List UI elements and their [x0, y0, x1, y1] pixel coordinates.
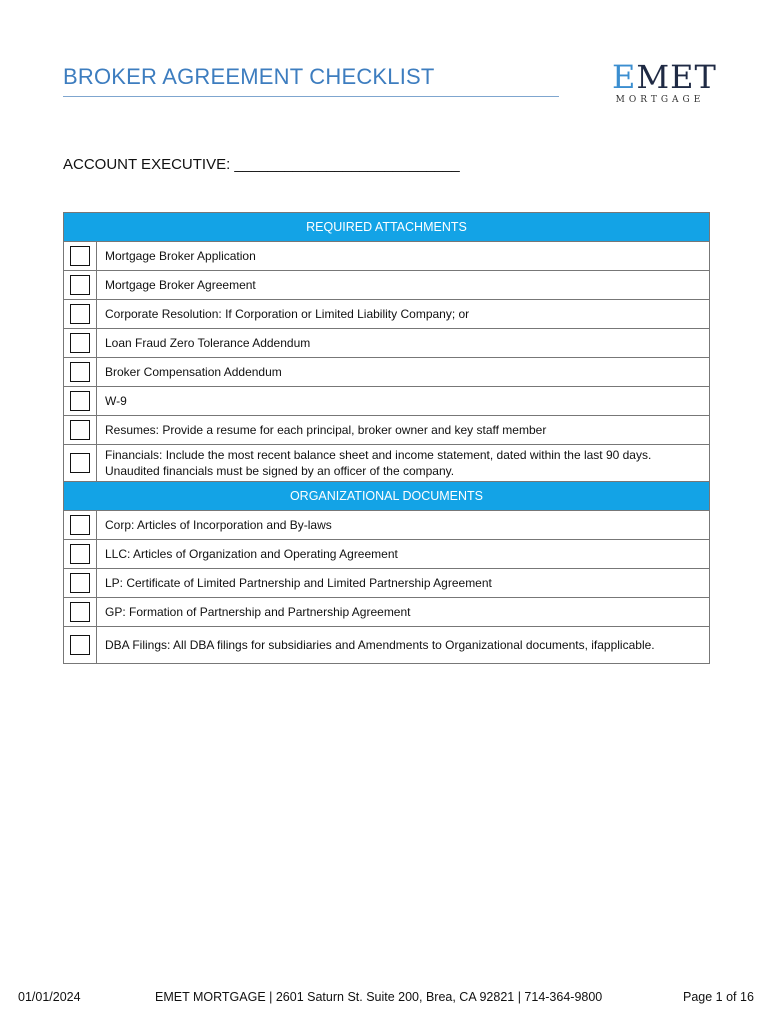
checklist-item-label: Corp: Articles of Incorporation and By-laws	[97, 511, 710, 540]
checkbox-cell	[64, 445, 97, 482]
checkbox-cell	[64, 511, 97, 540]
page-title: BROKER AGREEMENT CHECKLIST	[63, 64, 435, 89]
checklist-row	[64, 627, 710, 664]
checkbox-cell	[64, 416, 97, 445]
checkbox[interactable]	[70, 246, 90, 266]
checklist-row	[64, 445, 710, 482]
checklist-item-label: W-9	[97, 387, 710, 416]
section-heading: REQUIRED ATTACHMENTS	[64, 213, 710, 242]
checklist-row	[64, 329, 710, 358]
section-header	[64, 482, 710, 511]
checklist-item-label: Broker Compensation Addendum	[97, 358, 710, 387]
checklist-row	[64, 569, 710, 598]
logo-wordmark: EMET	[612, 58, 717, 96]
checklist-item-label: DBA Filings: All DBA filings for subsidiaries and Amendments to Organizational documents, ifapplicable.	[97, 627, 710, 664]
checkbox-cell	[64, 540, 97, 569]
checkbox[interactable]	[70, 453, 90, 473]
checkbox-cell	[64, 569, 97, 598]
checkbox-cell	[64, 598, 97, 627]
checkbox[interactable]	[70, 275, 90, 295]
section-heading: ORGANIZATIONAL DOCUMENTS	[64, 482, 710, 511]
checkbox-cell	[64, 271, 97, 300]
footer-date: 01/01/2024	[18, 990, 81, 1004]
checkbox[interactable]	[70, 362, 90, 382]
checklist-row	[64, 540, 710, 569]
title-underline	[63, 96, 559, 97]
checkbox-cell	[64, 300, 97, 329]
checklist-item-label: Mortgage Broker Agreement	[97, 271, 710, 300]
checkbox[interactable]	[70, 515, 90, 535]
checkbox[interactable]	[70, 304, 90, 324]
checklist-row	[64, 358, 710, 387]
checklist-row	[64, 598, 710, 627]
section-header	[64, 213, 710, 242]
checklist-item-label: Financials: Include the most recent balance sheet and income statement, dated within the last 90 days. Unaudited financials must be signed by an officer of the company.	[97, 445, 710, 482]
checklist-row	[64, 387, 710, 416]
checklist-item-label: Resumes: Provide a resume for each principal, broker owner and key staff member	[97, 416, 710, 445]
checklist-item-label: LP: Certificate of Limited Partnership and Limited Partnership Agreement	[97, 569, 710, 598]
checklist-item-label: Corporate Resolution: If Corporation or Limited Liability Company; or	[97, 300, 710, 329]
checklist-table	[63, 212, 710, 664]
checkbox-cell	[64, 387, 97, 416]
checklist-item-label: Loan Fraud Zero Tolerance Addendum	[97, 329, 710, 358]
logo-subtitle: MORTGAGE	[615, 95, 705, 105]
checkbox[interactable]	[70, 602, 90, 622]
checkbox[interactable]	[70, 573, 90, 593]
footer-address: EMET MORTGAGE | 2601 Saturn St. Suite 200, Brea, CA 92821 | 714-364-9800	[155, 990, 603, 1004]
checkbox[interactable]	[70, 420, 90, 440]
emet-mortgage-logo	[612, 58, 717, 105]
checklist-item-label: LLC: Articles of Organization and Operating Agreement	[97, 540, 710, 569]
checklist-row	[64, 511, 710, 540]
footer-page-number: Page 1 of 16	[683, 990, 754, 1004]
checklist-row	[64, 416, 710, 445]
account-executive-field[interactable]: ACCOUNT EXECUTIVE: ___________________________	[63, 156, 460, 173]
checkbox[interactable]	[70, 544, 90, 564]
checkbox-cell	[64, 329, 97, 358]
checkbox[interactable]	[70, 391, 90, 411]
checklist-item-label: Mortgage Broker Application	[97, 242, 710, 271]
checkbox-cell	[64, 358, 97, 387]
checkbox[interactable]	[70, 333, 90, 353]
checklist-row	[64, 271, 710, 300]
checkbox-cell	[64, 242, 97, 271]
checklist-item-label: GP: Formation of Partnership and Partnership Agreement	[97, 598, 710, 627]
checkbox[interactable]	[70, 635, 90, 655]
checkbox-cell	[64, 627, 97, 664]
checklist-row	[64, 300, 710, 329]
checklist-row	[64, 242, 710, 271]
